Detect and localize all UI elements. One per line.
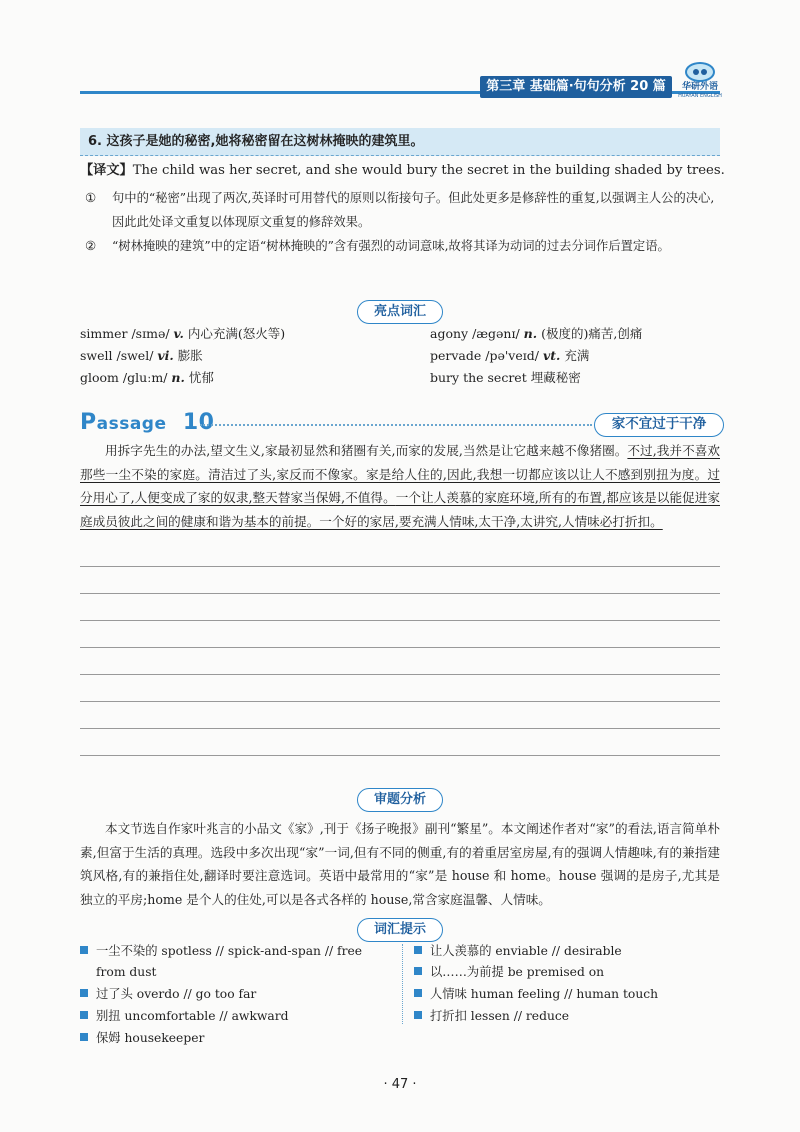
vocab-pos: vt. [542,348,561,363]
tip-text: 人情味 human feeling // human touch [430,987,659,1001]
mascot-icon [685,62,715,82]
vocab-meaning: 膨胀 [177,348,203,363]
passage-title [80,410,214,435]
writing-line[interactable] [80,566,720,567]
writing-line[interactable] [80,755,720,756]
translation-text: The child was her secret, and she would bury the secret in the building shaded by trees. [132,163,725,178]
vocab-meaning: (极度的)痛苦,创痛 [541,326,643,341]
vocab-word: agony /ægənɪ/ [430,326,520,341]
tip-item [80,941,362,962]
tip-text: 一尘不染的 spotless // spick-and-span // free [96,944,363,958]
note-number: ① [85,191,97,205]
vocab-item [430,368,581,388]
tip-text: 让人羡慕的 enviable // desirable [430,944,622,958]
bullet-square-icon [414,946,422,954]
analysis-section-label: 审题分析 [357,788,443,812]
vocab-pos: n. [523,326,538,341]
vocab-item [80,368,214,388]
bullet-square-icon [414,1011,422,1019]
note-text: “树林掩映的建筑”中的定语“树林掩映的”含有强烈的动词意味,故将其译为动词的过去分词作后置定语。 [112,239,670,253]
tip-text: from dust [96,965,157,979]
passage-title-initial: P [80,410,97,435]
logo-text: 华研外语 [681,82,718,92]
vocab-section-label: 亮点词汇 [357,300,443,324]
tip-item [80,984,256,1005]
writing-line[interactable] [80,701,720,702]
note-number: ② [85,239,97,253]
tip-item [414,962,604,983]
publisher-logo [676,62,724,102]
bullet-square-icon [80,989,88,997]
tip-text: 过了头 overdo // go too far [96,987,257,1001]
example-translation [80,160,725,182]
bullet-square-icon [414,967,422,975]
vocab-word: simmer /sɪmə/ [80,326,170,341]
vocab-meaning: 充满 [564,348,590,363]
vocab-pos: n. [171,370,185,385]
bullet-square-icon [80,1033,88,1041]
tip-text: 别扭 uncomfortable // awkward [96,1009,289,1023]
tip-item [414,1006,569,1027]
vocab-pos: v. [173,326,184,341]
passage-sentence: 用拆字先生的办法,望文生义,家最初显然和猪圈有关,而家的发展,当然是让它越来越不像猪圈。 [105,443,628,458]
analysis-text: 本文节选自作家叶兆言的小品文《家》,刊于《扬子晚报》副刊“繁星”。本文阐述作者对“家”的看法,语言简单朴素,但富于生活的真理。选段中多次出现“家”一词,但有不同的侧重,有的着重居室房屋,有的强调人情趣味,有的兼指建筑风格,有的兼指住处,翻译时要注意选词。英语中最常用的“家”是 house 和 home。house 强调的是房子,尤其是独立的平房;home 是个人的住处,可以是各式各样的 house,常含家庭温馨、人情味。 [80,821,720,907]
passage-title-rest: assage [96,414,167,434]
bullet-square-icon [80,1011,88,1019]
tip-item-continued [96,962,156,983]
tips-divider [402,944,403,1024]
vocab-item [430,324,642,344]
passage-number: 10 [182,410,215,435]
logo-subtext: HUAYAN ENGLISH [678,93,722,99]
vocab-word: gloom /gluːm/ [80,370,168,385]
vocab-item [80,346,203,366]
passage-text [80,439,720,533]
writing-line[interactable] [80,593,720,594]
vocab-item [430,346,589,366]
vocab-meaning: 忧郁 [188,370,214,385]
vocab-pos: vi. [157,348,174,363]
tip-text: 保姆 housekeeper [96,1031,205,1045]
writing-line[interactable] [80,620,720,621]
tip-item [414,941,622,962]
passage-divider [200,424,592,426]
passage-topic: 家不宜过于干净 [594,413,724,437]
bullet-square-icon [80,946,88,954]
note-2 [80,234,720,258]
note-1 [80,186,720,234]
page-number: · 47 · [383,1077,417,1092]
vocab-item [80,324,285,344]
tip-text: 以……为前提 be premised on [430,965,605,979]
vocab-word: bury the secret [430,370,527,385]
vocab-word: swell /swel/ [80,348,154,363]
vocab-word: pervade /pə'veɪd/ [430,348,539,363]
passage-underlined: 一个让人羡慕的家庭环境,所有的布置,都应该是以能促进家庭成员彼此之间的健康和谐为基本的前提。一个好的家居,要充满人情味,太干净,太讲究,人情味必打折扣。 [80,490,720,529]
tip-text: 打折扣 lessen // reduce [430,1009,570,1023]
bullet-square-icon [414,989,422,997]
vocab-meaning: 内心充满(怒火等) [187,326,286,341]
tips-section-label: 词汇提示 [357,918,443,942]
writing-line[interactable] [80,728,720,729]
writing-line[interactable] [80,647,720,648]
note-text: 句中的“秘密”出现了两次,英译时可用替代的原则以衔接句子。但此处更多是修辞性的重复,以强调主人公的决心,因此此处译文重复以体现原文重复的修辞效果。 [112,191,715,229]
writing-line[interactable] [80,674,720,675]
example-title: 6. 这孩子是她的秘密,她将秘密留在这树林掩映的建筑里。 [80,128,720,156]
translation-label: 【译文】 [80,163,133,178]
tip-item [80,1006,289,1027]
tip-item [414,984,658,1005]
tip-item [80,1028,204,1049]
chapter-tag: 第三章 基础篇·句句分析 20 篇 [480,76,672,98]
vocab-meaning: 埋藏秘密 [530,370,581,385]
passage-underlined: 不过,我并不喜欢那些一尘不染的家庭。清洁过了头,家反而不像家。家是给人住的,因此,我想一切都应该以让人不感到别扭为度。过分用心了,人便变成了家的奴隶,整天替家当保姆,不值得。 [80,443,720,505]
